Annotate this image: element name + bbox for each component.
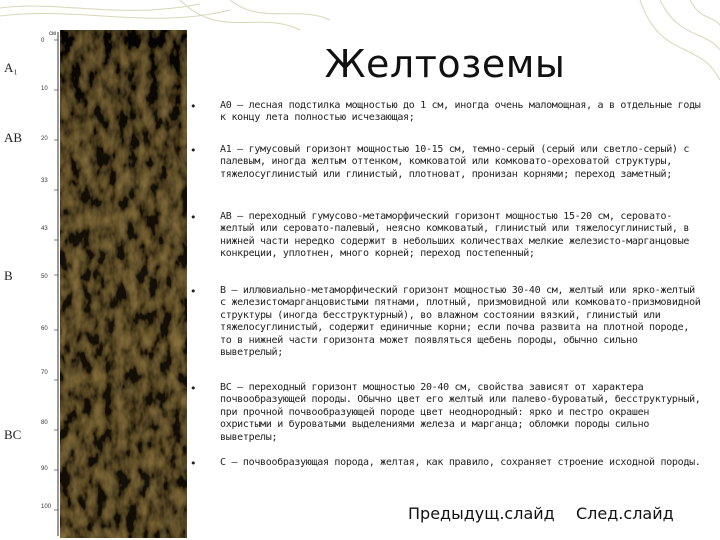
horizon-label-bc: BC: [4, 427, 22, 442]
depth-tick-label: 50: [41, 274, 48, 280]
depth-tick-label: 100: [41, 504, 52, 510]
horizon-text: А0 — лесная подстилка мощностью до 1 см, иногда очень маломощная, а в отдельные годы к концу лета полностью исчезающая;: [220, 100, 701, 124]
horizon-text: ВС — переходный горизонт мощностью 20-40 см, свойства зависят от характера почвообразующей породы. Обычно цвет его желтый или палево-буроватый, бесструктурный, при прочной почвообразующей породе цвет неоднородный: ярко и пестро окрашен охристыми и буроватыми выделениями железа и марганца; обломки породы сильно выветрелы;: [220, 382, 701, 443]
depth-tick-label: 70: [41, 370, 48, 376]
soil-profile-panel: [0, 30, 190, 538]
bullet-icon: •: [190, 382, 197, 395]
depth-tick-label: 60: [41, 326, 48, 332]
bullet-icon: •: [190, 100, 197, 113]
slide-title: Желтоземы: [324, 42, 566, 86]
horizon-text: В — иллювиально-метаморфический горизонт мощностью 30-40 см, желтый или ярко-желтый с железистомарганцовистыми пятнами, плотный, призмовидной или комковато-призмовидной структуры (иногда бесструктурный), во влажном состоянии вязкий, глинистый или тяжелосуглинистый, содержит единичные корни; если почва развита на плотной породе, то в нижней части горизонта может появляться щебень породы, обычно сильно выветрелый;: [220, 285, 701, 359]
horizon-text: АВ — переходный гумусово-метаморфический горизонт мощностью 15-20 см, серовато-желтый или серовато-палевый, неясно комковатый, глинистый или тяжелосуглинистый, в нижней части нередко содержит в небольших количествах мелкие железисто-марганцовые конкреции, уплотнен, много корней; переход постепенный;: [220, 211, 690, 260]
depth-tick-label: 33: [41, 178, 48, 184]
bullet-icon: •: [190, 211, 197, 224]
horizon-text: С — почвообразующая порода, желтая, как правило, сохраняет строение исходной породы.: [220, 457, 701, 468]
previous-slide-link[interactable]: Предыдущ.слайд: [408, 504, 555, 523]
depth-tick-label: 10: [41, 86, 48, 92]
bullet-icon: •: [190, 285, 197, 298]
next-slide-link[interactable]: След.слайд: [576, 504, 674, 523]
depth-ruler: [32, 30, 60, 538]
depth-unit-label: см: [49, 31, 57, 37]
depth-tick-label: 90: [41, 466, 48, 472]
horizon-text: А1 — гумусовый горизонт мощностью 10-15 см, темно-серый (серый или светло-серый) с палевым, иногда желтым оттенком, комковатой или комковато-ореховатой структуры, тяжелосуглинистый или глинистый, плотноват, пронизан корнями; переход заметный;: [220, 144, 690, 180]
depth-tick-label: 43: [41, 226, 48, 232]
bullet-icon: •: [190, 457, 197, 470]
depth-tick-label: 0: [41, 38, 45, 44]
horizon-label-a1: A₁: [4, 60, 18, 75]
depth-tick-label: 20: [41, 136, 48, 142]
bullet-icon: •: [190, 144, 197, 157]
soil-profile-image: [60, 30, 187, 538]
horizon-label-ab: AB: [4, 130, 23, 145]
horizon-label-b: B: [4, 268, 13, 283]
depth-tick-label: 80: [41, 420, 48, 426]
